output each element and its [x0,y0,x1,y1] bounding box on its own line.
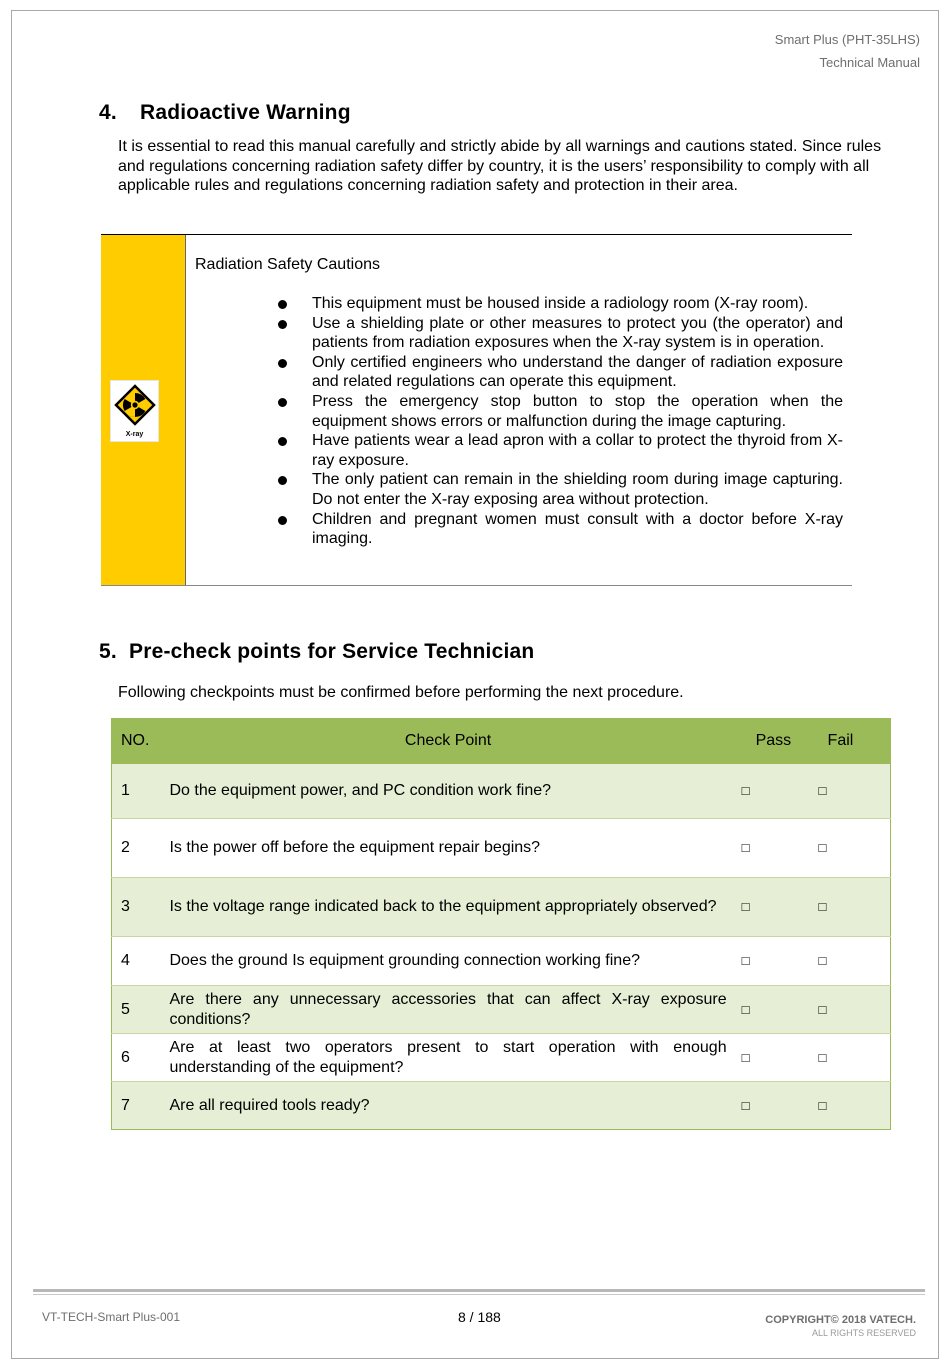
list-item [278,392,843,431]
table-row [112,819,891,878]
pass-checkbox[interactable]: □ [741,953,750,968]
list-item [278,353,843,392]
footer-divider-thin [33,1294,925,1295]
footer-copyright: COPYRIGHT© 2018 VATECH. [765,1314,916,1326]
section-4-title [99,101,351,125]
section-4-title-text: Radioactive Warning [140,101,351,124]
row-number: 2 [112,819,162,878]
section-4-intro: It is essential to read this manual carefully and strictly abide by all warnings and cautions stated. Since rules and regulations concerning radiation safety differ by country, it is the users’ responsibility to comply with all applicable rules and regulations concerning radiation safety and protection in their area. [118,138,882,195]
table-row [112,878,891,937]
fail-checkbox[interactable]: □ [818,899,827,914]
row-check-point: Do the equipment power, and PC condition work fine? [161,764,733,819]
row-number: 3 [112,878,162,937]
footer-doc-id: VT-TECH-Smart Plus-001 [42,1310,181,1324]
header-doc-type: Technical Manual [819,55,920,70]
fail-checkbox[interactable]: □ [818,840,827,855]
table-row [112,937,891,986]
caution-text: The only patient can remain in the shielding room during image capturing. Do not enter the X-ray exposing area without protection. [312,471,843,508]
radiation-caution-box [101,234,852,586]
caution-list [278,294,843,549]
pass-checkbox[interactable]: □ [741,1001,750,1017]
table-row [112,764,891,819]
table-row [112,1034,891,1082]
row-number: 5 [112,986,162,1034]
caution-text: Only certified engineers who understand the danger of radiation exposure and related regulations can operate this equipment. [312,353,843,391]
row-check-point: Is the voltage range indicated back to the equipment appropriately observed? [161,878,733,937]
list-item [278,431,843,470]
caution-body [186,235,852,585]
section-4-number: 4. [99,101,117,124]
header-pass: Pass [734,719,810,764]
bullet-icon [278,359,287,368]
caution-text: This equipment must be housed inside a radiology room (X-ray room). [312,295,809,312]
precheck-table [111,718,891,1130]
row-check-point: Are at least two operators present to start operation with enough understanding of the equipment? [161,1034,733,1082]
bullet-icon [278,516,287,525]
pass-checkbox[interactable]: □ [741,899,750,914]
caution-text: Use a shielding plate or other measures to protect you (the operator) and patients from radiation exposures when the X-ray system is in operation. [312,314,843,352]
list-item [278,510,843,549]
bullet-icon [278,398,287,407]
pass-checkbox[interactable]: □ [741,1049,750,1065]
section-5-title [99,640,534,664]
bullet-icon [278,437,287,446]
table-row [112,1082,891,1130]
pass-checkbox[interactable]: □ [741,1097,750,1113]
fail-checkbox[interactable]: □ [818,1097,827,1113]
fail-checkbox[interactable]: □ [818,1049,827,1065]
list-item [278,314,843,353]
row-number: 6 [112,1034,162,1082]
row-check-point: Are all required tools ready? [161,1082,733,1130]
radiation-warning-icon [110,380,159,442]
pass-checkbox[interactable]: □ [741,840,750,855]
fail-checkbox[interactable]: □ [818,953,827,968]
section-5-intro: Following checkpoints must be confirmed before performing the next procedure. [118,684,684,701]
section-5-number: 5. [99,640,117,663]
header-fail: Fail [810,719,891,764]
row-number: 1 [112,764,162,819]
pass-checkbox[interactable]: □ [741,783,750,798]
footer-divider [33,1289,925,1292]
row-check-point: Are there any unnecessary accessories that can affect X-ray exposure conditions? [161,986,733,1034]
fail-checkbox[interactable]: □ [818,1001,827,1017]
caution-side-panel [101,235,186,585]
header-product: Smart Plus (PHT-35LHS) [774,32,920,47]
caution-text: Have patients wear a lead apron with a collar to protect the thyroid from X-ray exposure. [312,432,843,469]
header-check-point: Check Point [161,719,733,764]
caution-text: Children and pregnant women must consult with a doctor before X-ray imaging. [312,510,843,548]
fail-checkbox[interactable]: □ [818,783,827,798]
table-row [112,986,891,1034]
section-5-title-text: Pre-check points for Service Technician [129,640,535,663]
footer-page-number: 8 / 188 [458,1309,501,1325]
footer-rights: ALL RIGHTS RESERVED [811,1328,916,1338]
caution-heading: Radiation Safety Cautions [195,256,380,273]
list-item [278,470,843,509]
caution-text: Press the emergency stop button to stop the operation when the equipment shows errors or malfunction during the image capturing. [312,392,843,430]
list-item [278,294,843,314]
bullet-icon [278,300,287,309]
row-number: 7 [112,1082,162,1130]
header-no: NO. [112,719,162,764]
table-header-row [112,719,891,764]
bullet-icon [278,320,287,329]
row-number: 4 [112,937,162,986]
bullet-icon [278,476,287,485]
row-check-point: Does the ground Is equipment grounding connection working fine? [161,937,733,986]
radiation-icon-label: X-ray [125,431,144,438]
row-check-point: Is the power off before the equipment repair begins? [161,819,733,878]
